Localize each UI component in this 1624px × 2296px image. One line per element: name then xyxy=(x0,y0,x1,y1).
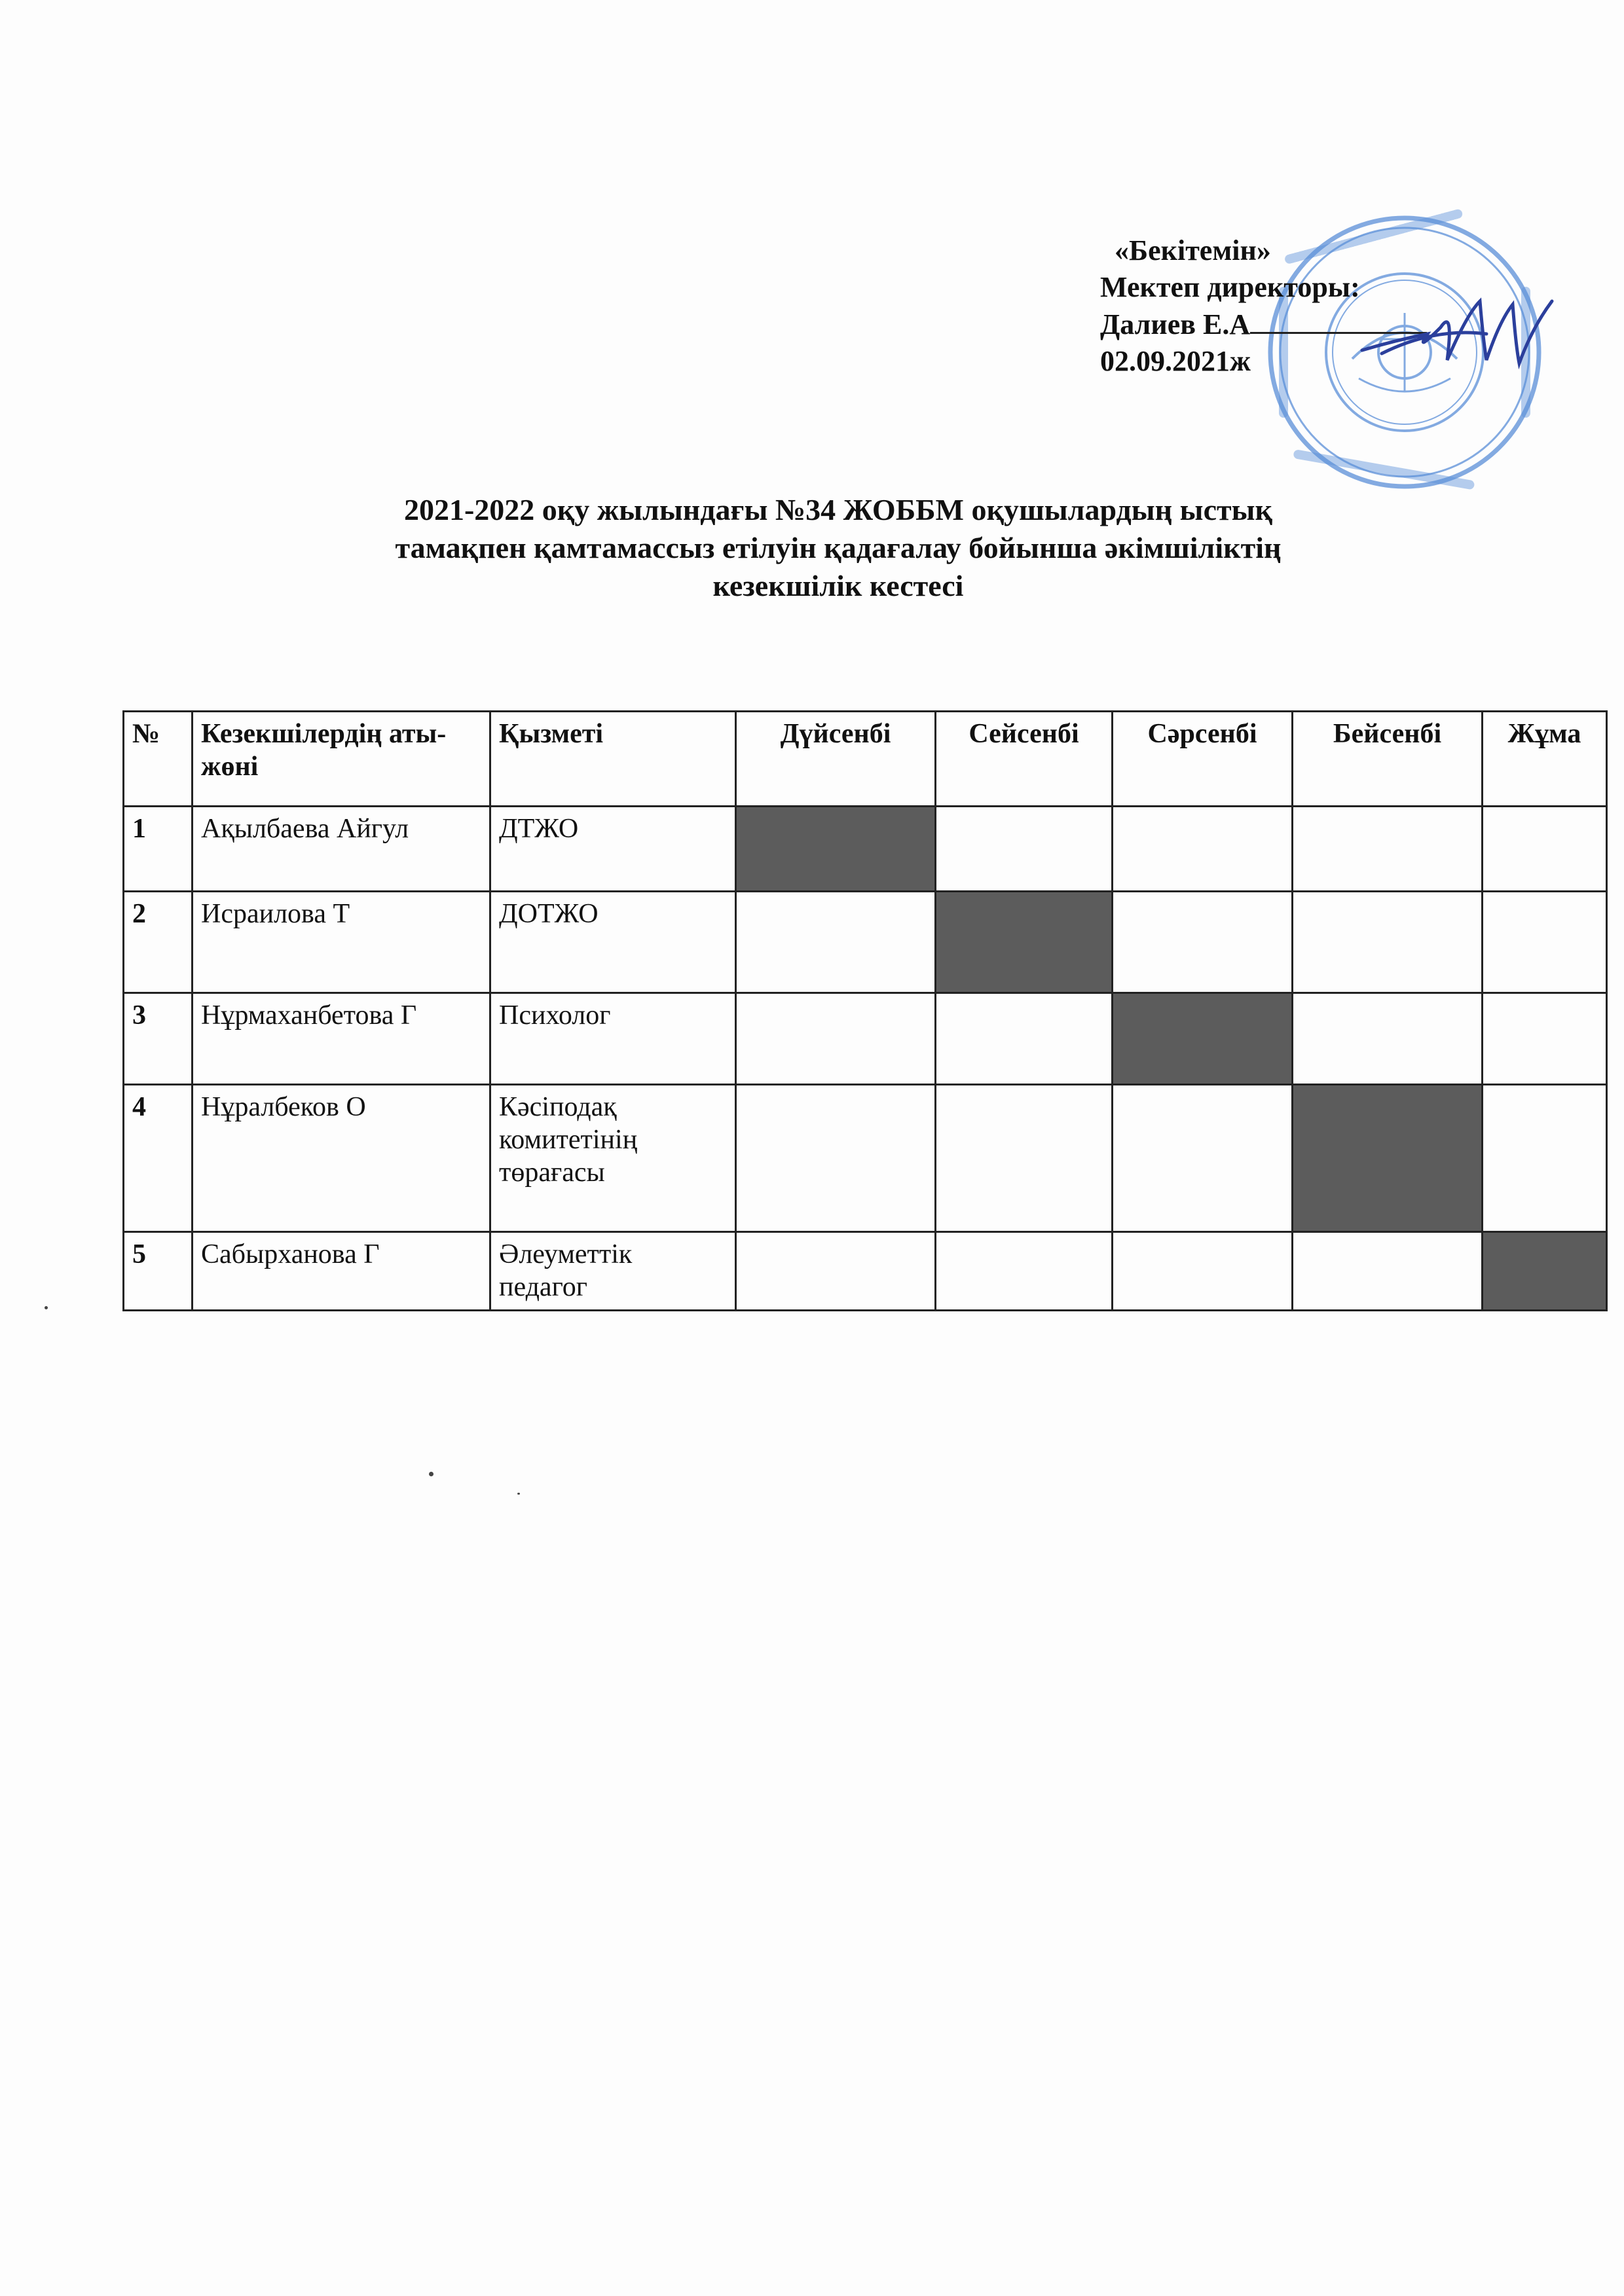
day-cell xyxy=(1483,892,1607,993)
header-wednesday: Сәрсенбі xyxy=(1113,712,1293,807)
header-thursday: Бейсенбі xyxy=(1293,712,1483,807)
header-num: № xyxy=(124,712,193,807)
row-name: Исраилова Т xyxy=(193,892,490,993)
table-row xyxy=(124,892,1607,993)
scan-speck xyxy=(517,1493,520,1495)
table-row xyxy=(124,807,1607,892)
header-tuesday: Сейсенбі xyxy=(936,712,1113,807)
approval-position: Мектеп директоры: xyxy=(1100,271,1360,303)
table-row xyxy=(124,1085,1607,1232)
day-cell xyxy=(1113,1232,1293,1311)
day-cell xyxy=(1483,807,1607,892)
day-cell xyxy=(1483,1085,1607,1232)
header-name: Кезекшілердің аты-жөні xyxy=(193,712,490,807)
row-name: Сабырханова Г xyxy=(193,1232,490,1311)
row-num: 1 xyxy=(124,807,193,892)
duty-day-cell-filled xyxy=(1293,1085,1483,1232)
header-position: Қызметі xyxy=(490,712,736,807)
row-position: Психолог xyxy=(490,993,736,1085)
row-position: ДОТЖО xyxy=(490,892,736,993)
row-name: Нұралбеков О xyxy=(193,1085,490,1232)
row-num: 2 xyxy=(124,892,193,993)
row-num: 4 xyxy=(124,1085,193,1232)
row-num: 3 xyxy=(124,993,193,1085)
day-cell xyxy=(1113,892,1293,993)
day-cell xyxy=(736,1085,936,1232)
row-num: 5 xyxy=(124,1232,193,1311)
director-name: Далиев Е.А xyxy=(1100,308,1251,340)
duty-day-cell-filled xyxy=(1483,1232,1607,1311)
table-row xyxy=(124,1232,1607,1311)
director-signature xyxy=(1356,288,1565,386)
approval-date: 02.09.2021ж xyxy=(1100,345,1251,377)
scan-speck xyxy=(429,1472,434,1476)
row-position: ДТЖО xyxy=(490,807,736,892)
duty-day-cell-filled xyxy=(1113,993,1293,1085)
duty-schedule-table xyxy=(122,710,1608,1311)
day-cell xyxy=(1113,807,1293,892)
table-row xyxy=(124,993,1607,1085)
row-position: Әлеуметтік педагог xyxy=(490,1232,736,1311)
day-cell xyxy=(936,807,1113,892)
day-cell xyxy=(1293,993,1483,1085)
duty-day-cell-filled xyxy=(936,892,1113,993)
title-line-3: кезекшілік кестесі xyxy=(712,569,964,602)
day-cell xyxy=(1293,892,1483,993)
header-monday: Дүйсенбі xyxy=(736,712,936,807)
table-header-row xyxy=(124,712,1607,807)
day-cell xyxy=(936,1232,1113,1311)
day-cell xyxy=(936,993,1113,1085)
day-cell xyxy=(1293,1232,1483,1311)
day-cell xyxy=(1293,807,1483,892)
day-cell xyxy=(1113,1085,1293,1232)
day-cell xyxy=(736,993,936,1085)
row-position: Кәсіподақ комитетінің төрағасы xyxy=(490,1085,736,1232)
row-name: Ақылбаева Айгул xyxy=(193,807,490,892)
title-line-2: тамақпен қамтамассыз етілуін қадағалау бойынша әкімшіліктің xyxy=(395,531,1282,564)
day-cell xyxy=(1483,993,1607,1085)
day-cell xyxy=(936,1085,1113,1232)
day-cell xyxy=(736,1232,936,1311)
scan-speck xyxy=(45,1306,48,1309)
day-cell xyxy=(736,892,936,993)
row-name: Нұрмаханбетова Г xyxy=(193,993,490,1085)
title-line-1: 2021-2022 оқу жылындағы №34 ЖОББМ оқушылардың ыстық xyxy=(403,493,1273,526)
approval-heading: «Бекітемін» xyxy=(1115,234,1271,266)
document-title xyxy=(157,491,1519,605)
header-friday: Жұма xyxy=(1483,712,1607,807)
duty-day-cell-filled xyxy=(736,807,936,892)
